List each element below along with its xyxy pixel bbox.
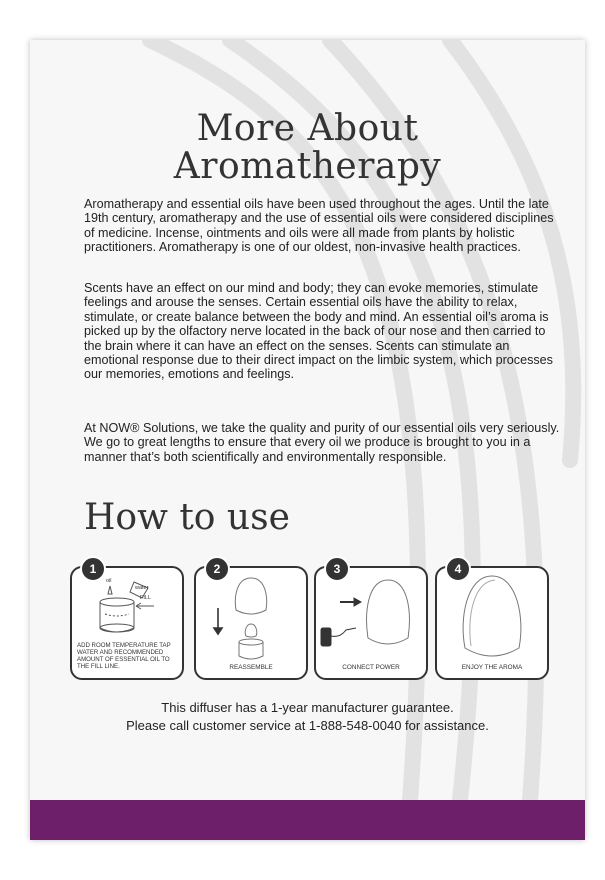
- accent-band: [30, 800, 585, 840]
- step-number-badge: 1: [80, 556, 106, 582]
- how-to-use-heading: How to use: [84, 497, 290, 538]
- connect-power-icon: [316, 568, 426, 678]
- intro-paragraph: Aromatherapy and essential oils have been used throughout the ages. Until the late 19th century, aromatherapy and the use of essential oils were considered disciplines of medicine. Incense, ointments and oils were all made from plants by holistic practitioners. Aromatherapy is one of our oldest, non-invasive health practices.: [84, 197, 554, 255]
- step-number-badge: 3: [324, 556, 350, 582]
- page-title-line2: Aromatherapy: [173, 146, 442, 187]
- step-card-3: [314, 562, 428, 680]
- water-label: water: [135, 585, 149, 591]
- quality-paragraph: At NOW® Solutions, we take the quality and purity of our essential oils very seriously. We go to great lengths to ensure that every oil we produce is brought to you in a manner that’s both scientifically and environmentally responsible.: [84, 421, 560, 464]
- guarantee-text: This diffuser has a 1-year manufacturer guarantee.: [161, 700, 454, 715]
- step-number-badge: 4: [445, 556, 471, 582]
- diffuser-aroma-icon: [437, 568, 547, 678]
- step-card-4: [435, 562, 549, 680]
- step-caption-4: ENJOY THE AROMA: [461, 664, 523, 671]
- oil-label: oil: [106, 578, 112, 584]
- fill-label: FILL: [140, 595, 152, 601]
- step-caption-1: ADD ROOM TEMPERATURE TAP WATER AND RECOMMENDED AMOUNT OF ESSENTIAL OIL TO THE FILL LINE.: [77, 642, 171, 670]
- manual-page: [30, 40, 585, 840]
- customer-service-text: Please call customer service at 1-888-548-0040 for assistance.: [126, 718, 489, 733]
- step-number-badge: 2: [204, 556, 230, 582]
- step-card-2: [194, 562, 308, 680]
- step-caption-3: CONNECT POWER: [342, 664, 400, 671]
- scents-paragraph: Scents have an effect on our mind and body; they can evoke memories, stimulate feelings and arouse the senses. Certain essential oils have the ability to relax, stimulate, or create balance between the body and mind. An essential oil’s aroma is picked up by the olfactory nerve located in the back of our nose and then carried to the brain where it can have an effect on the senses. Scents can stimulate an emotional response due to their direct impact on the limbic system, which processes our memories, emotions and feelings.: [84, 281, 553, 382]
- page-title-line1: More About: [196, 108, 419, 149]
- reassemble-icon: [196, 568, 306, 678]
- step-caption-2: REASSEMBLE: [229, 664, 273, 671]
- step-card-1: [70, 562, 184, 680]
